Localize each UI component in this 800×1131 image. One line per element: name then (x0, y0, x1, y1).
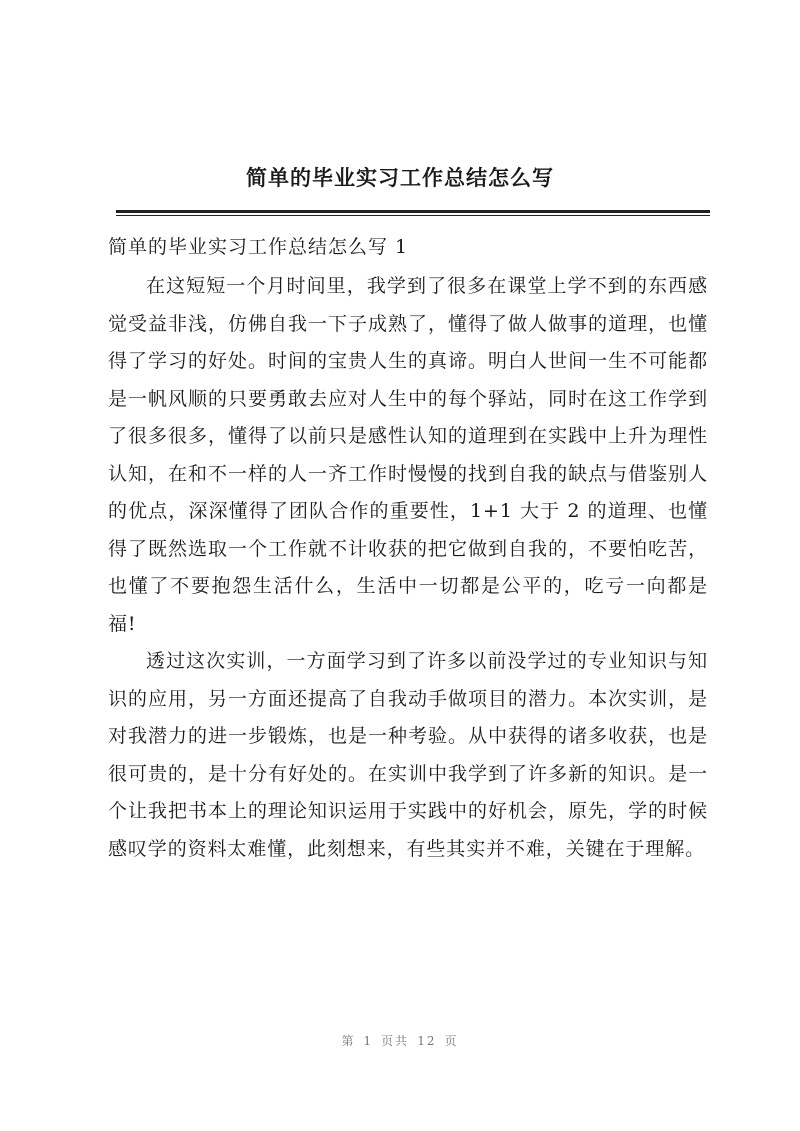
paragraph-1: 在这短短一个月时间里，我学到了很多在课堂上学不到的东西感觉受益非浅，仿佛自我一下子成熟了，懂得了做人做事的道理，也懂得了学习的好处。时间的宝贵人生的真谛。明白人世间一生不可能都是一帆风顺的只要勇敢去应对人生中的每个驿站，同时在这工作学到了很多很多，懂得了以前只是感性认知的道理到在实践中上升为理性认知，在和不一样的人一齐工作时慢慢的找到自我的缺点与借鉴别人的优点，深深懂得了团队合作的重要性，1+1 大于 2 的道理、也懂得了既然选取一个工作就不计收获的把它做到自我的，不要怕吃苦，也懂了不要抱怨生活什么，生活中一切都是公平的，吃亏一向都是福! (108, 275, 708, 635)
paragraph-2: 透过这次实训，一方面学习到了许多以前没学过的专业知识与知识的应用，另一方面还提高了自我动手做项目的潜力。本次实训，是对我潜力的进一步锻炼，也是一种考验。从中获得的诸多收获，也是很可贵的，是十分有好处的。在实训中我学到了许多新的知识。是一个让我把书本上的理论知识运用于实践中的好机会，原先，学的时候感叹学的资料太难懂，此刻想来，有些其实并不难，关键在于理解。 (108, 650, 708, 860)
footer-middle: 页共 (381, 1034, 410, 1048)
footer-current-page: 1 (363, 1034, 374, 1048)
section-heading: 简单的毕业实习工作总结怎么写 1 (108, 236, 409, 258)
footer-suffix: 页 (444, 1034, 459, 1048)
footer-prefix: 第 (341, 1034, 356, 1048)
footer-total-pages: 12 (417, 1034, 437, 1048)
page-footer (0, 1032, 800, 1049)
title-rule-thin (116, 215, 710, 216)
document-body (108, 230, 708, 868)
title-rule-thick (116, 210, 710, 213)
document-title: 简单的毕业实习工作总结怎么写 (246, 165, 554, 190)
